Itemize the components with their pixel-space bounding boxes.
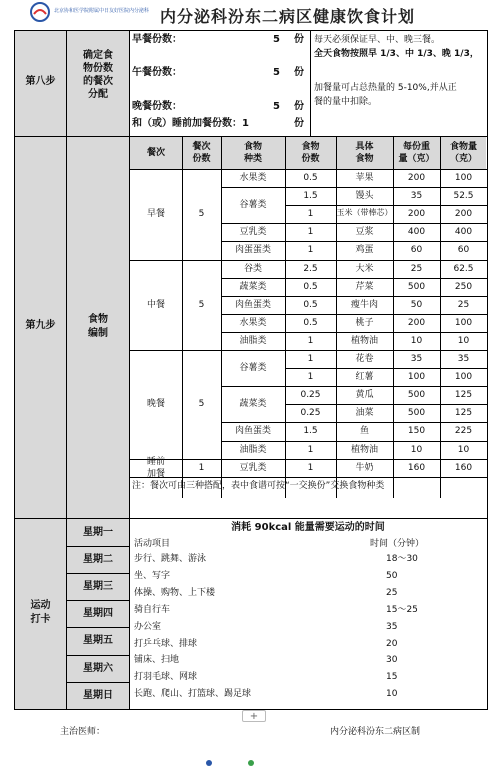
step8-label: 第八步: [25, 76, 56, 87]
food-cell-unit-weight: 35: [410, 191, 423, 201]
exercise-col-time: 时间（分钟）: [370, 539, 425, 549]
food-cell-count: 1: [307, 336, 314, 346]
day-checkbox[interactable]: 星期日: [83, 690, 113, 701]
food-cell-food: 红薯: [355, 372, 374, 382]
food-cell-type: 谷薯类: [239, 363, 267, 373]
grid-line: [285, 205, 487, 206]
food-column-header: 每份重: [402, 142, 430, 152]
exercise-activity: 办公室: [134, 622, 162, 632]
grid-line: [285, 368, 487, 369]
day-checkbox[interactable]: 星期三: [83, 581, 113, 592]
meal-portions: 5: [198, 300, 205, 310]
exercise-time: 18～30: [386, 554, 418, 564]
breakfast-portions-unit: 份: [294, 34, 304, 45]
food-cell-count: 1: [307, 463, 314, 473]
meal-portions: 1: [198, 463, 205, 473]
dinner-portions-unit: 份: [294, 101, 304, 112]
ward-label: 内分泌科汾东二病区制: [330, 727, 421, 737]
food-cell-food: 植物油: [350, 336, 378, 346]
food-cell-amount: 400: [454, 227, 473, 237]
food-column-header: 食物: [355, 154, 374, 164]
food-cell-type: 肉鱼蛋类: [234, 300, 271, 310]
exercise-time: 30: [386, 655, 398, 665]
lunch-portions-unit: 份: [294, 67, 304, 78]
meal-name: 加餐: [146, 469, 165, 479]
food-cell-count: 0.5: [303, 318, 318, 328]
food-cell-amount: 125: [454, 408, 473, 418]
food-column-header: 种类: [243, 154, 262, 164]
food-cell-food: 鸡蛋: [355, 245, 374, 255]
grid-line: [285, 404, 487, 405]
food-cell-amount: 10: [457, 336, 470, 346]
day-checkbox[interactable]: 星期二: [83, 554, 113, 565]
food-cell-unit-weight: 35: [410, 354, 423, 364]
food-cell-unit-weight: 50: [410, 300, 423, 310]
food-cell-amount: 125: [454, 390, 473, 400]
meal-portions: 5: [198, 209, 205, 219]
food-column-header: 餐次: [146, 148, 165, 158]
exercise-time: 15～25: [386, 605, 418, 615]
food-cell-count: 1: [307, 209, 314, 219]
food-cell-amount: 10: [457, 445, 470, 455]
add-page-button[interactable]: +: [242, 710, 266, 722]
food-cell-type: 豆乳类: [239, 227, 267, 237]
food-cell-unit-weight: 60: [410, 245, 423, 255]
food-cell-unit-weight: 10: [410, 336, 423, 346]
snack-portions-unit: 份: [294, 118, 304, 129]
food-cell-food: 油菜: [355, 408, 374, 418]
exercise-time: 35: [386, 622, 398, 632]
grid-line: [221, 241, 487, 242]
grid-line: [66, 546, 130, 547]
step9-heading-line: 食物: [88, 314, 108, 325]
step8-heading-line: 的餐次: [83, 76, 113, 87]
grid-line: [221, 296, 487, 297]
exercise-col-activity: 活动项目: [134, 539, 171, 549]
food-cell-amount: 100: [454, 173, 473, 183]
food-cell-food: 苹果: [355, 173, 374, 183]
food-cell-type: 水果类: [239, 173, 267, 183]
header: [0, 0, 500, 30]
exercise-activity: 打羽毛球、网球: [134, 672, 198, 682]
food-cell-unit-weight: 400: [407, 227, 426, 237]
food-cell-count: 0.5: [303, 282, 318, 292]
food-cell-type: 蔬菜类: [239, 282, 267, 292]
exercise-time: 15: [386, 672, 398, 682]
grid-line: [221, 332, 487, 333]
grid-line: [66, 627, 130, 628]
grid-line: [221, 422, 487, 423]
footer-badge-icon: [248, 760, 254, 766]
food-cell-food: 馒头: [355, 191, 374, 201]
food-cell-type: 谷类: [243, 264, 262, 274]
food-column-header: 餐次: [192, 142, 211, 152]
food-cell-amount: 60: [457, 245, 470, 255]
food-cell-unit-weight: 200: [407, 318, 426, 328]
exercise-activity: 铺床、扫地: [134, 655, 180, 665]
food-cell-amount: 35: [457, 354, 470, 364]
food-cell-type: 豆乳类: [239, 463, 267, 473]
exercise-time: 25: [386, 588, 398, 598]
food-column-header: 份数: [192, 154, 211, 164]
grid-line: [182, 137, 183, 498]
food-cell-unit-weight: 150: [407, 426, 426, 436]
food-column-header: 食物量: [449, 142, 477, 152]
food-cell-unit-weight: 200: [407, 173, 426, 183]
grid-line: [130, 169, 487, 170]
food-cell-food: 大米: [355, 264, 374, 274]
day-checkbox[interactable]: 星期六: [83, 663, 113, 674]
exercise-activity: 坐、写字: [134, 571, 171, 581]
food-cell-food: 黄瓜: [355, 390, 374, 400]
food-cell-amount: 52.5: [453, 191, 474, 201]
food-column-header: 份数: [301, 154, 320, 164]
lunch-portions-value: 5: [273, 67, 280, 78]
food-cell-count: 1.5: [303, 426, 318, 436]
grid-line: [66, 682, 130, 683]
step8-heading-line: 分配: [88, 89, 108, 100]
meal-name: 早餐: [146, 209, 165, 219]
food-column-header: 食物: [301, 142, 320, 152]
step9-heading-line: 编制: [88, 328, 108, 339]
food-column-header: 量（克）: [398, 154, 435, 164]
food-cell-amount: 100: [454, 372, 473, 382]
day-checkbox[interactable]: 星期一: [83, 527, 113, 538]
exercise-activity: 体操、购物、上下楼: [134, 588, 216, 598]
food-cell-food: 芹菜: [355, 282, 374, 292]
food-column-header: 具体: [355, 142, 374, 152]
meal-name: 睡前: [146, 457, 165, 467]
food-column-header: （克）: [449, 154, 477, 164]
grid-line: [66, 573, 130, 574]
step8-heading-line: 确定食: [83, 50, 113, 61]
food-cell-unit-weight: 500: [407, 408, 426, 418]
food-cell-food: 花卷: [355, 354, 374, 364]
food-cell-food: 桃子: [355, 318, 374, 328]
exercise-time: 10: [386, 689, 398, 699]
step8-note: 全天食物按照早 1/3、中 1/3、晚 1/3，: [314, 49, 479, 59]
food-cell-amount: 250: [454, 282, 473, 292]
food-cell-amount: 160: [454, 463, 473, 473]
food-cell-unit-weight: 500: [407, 282, 426, 292]
food-note: 注：餐次可由三种搭配，表中食谱可按“一交换份”交换食物种类: [132, 481, 385, 491]
food-cell-type: 水果类: [239, 318, 267, 328]
food-cell-type: 谷薯类: [239, 200, 267, 210]
breakfast-portions-label: 早餐份数：: [132, 34, 182, 45]
food-cell-amount: 200: [454, 209, 473, 219]
dinner-portions-label: 晚餐份数：: [132, 101, 182, 112]
doctor-label: 主治医师：: [60, 727, 106, 737]
day-checkbox[interactable]: 星期四: [83, 608, 113, 619]
page-title: 内分泌科汾东二病区健康饮食计划: [160, 7, 416, 26]
step8-note: 每天必须保证早、中、晚三餐。: [314, 35, 441, 45]
grid-line: [221, 386, 487, 387]
food-cell-count: 1: [307, 245, 314, 255]
food-cell-amount: 62.5: [453, 264, 474, 274]
food-cell-type: 肉鱼蛋类: [234, 426, 271, 436]
food-cell-amount: 25: [457, 300, 470, 310]
food-cell-count: 1: [307, 372, 314, 382]
grid-line: [221, 278, 487, 279]
step8-note: 餐的量中扣除。: [314, 97, 378, 107]
snack-portions-label: 和（或）睡前加餐份数：1: [132, 118, 249, 129]
exercise-time: 50: [386, 571, 398, 581]
day-checkbox[interactable]: 星期五: [83, 635, 113, 646]
grid-line: [221, 223, 487, 224]
grid-line: [221, 314, 487, 315]
exercise-label-line: 打卡: [30, 614, 51, 625]
food-cell-unit-weight: 500: [407, 390, 426, 400]
hospital-logo-icon: [30, 2, 50, 22]
grid-line: [66, 655, 130, 656]
grid-line: [130, 459, 487, 460]
food-cell-unit-weight: 10: [410, 445, 423, 455]
food-cell-amount: 225: [454, 426, 473, 436]
exercise-title: 消耗 90kcal 能量需要运动的时间: [231, 522, 385, 533]
breakfast-portions-value: 5: [273, 34, 280, 45]
food-cell-food: 鱼: [359, 426, 369, 436]
food-cell-count: 1.5: [303, 191, 318, 201]
footer-logo-icon: [206, 760, 212, 766]
grid-line: [130, 477, 487, 478]
dinner-portions-value: 5: [273, 101, 280, 112]
step8-heading-line: 物份数: [83, 63, 113, 74]
lunch-portions-label: 午餐份数：: [132, 67, 182, 78]
food-cell-type: 油脂类: [239, 445, 267, 455]
food-cell-count: 2.5: [303, 264, 318, 274]
exercise-activity: 步行、跳舞、游泳: [134, 554, 207, 564]
food-cell-count: 0.25: [300, 390, 321, 400]
food-cell-food: 瘦牛肉: [350, 300, 378, 310]
exercise-activity: 骑自行车: [134, 605, 171, 615]
grid-line: [221, 441, 487, 442]
food-cell-count: 0.5: [303, 300, 318, 310]
food-cell-type: 肉蛋蛋类: [234, 245, 271, 255]
food-cell-unit-weight: 100: [407, 372, 426, 382]
exercise-activity: 打乒乓球、排球: [134, 639, 198, 649]
step8-note: 加餐量可占总热量的 5-10%,并从正: [314, 83, 457, 93]
food-cell-count: 1: [307, 354, 314, 364]
food-cell-food: 植物油: [350, 445, 378, 455]
food-cell-type: 蔬菜类: [239, 399, 267, 409]
meal-name: 中餐: [146, 300, 165, 310]
food-cell-amount: 100: [454, 318, 473, 328]
grid-line: [130, 350, 487, 351]
food-cell-type: 油脂类: [239, 336, 267, 346]
food-cell-count: 0.5: [303, 173, 318, 183]
meal-portions: 5: [198, 399, 205, 409]
food-column-header: 食物: [243, 142, 262, 152]
food-cell-unit-weight: 200: [407, 209, 426, 219]
grid-line: [221, 187, 487, 188]
food-cell-food: 牛奶: [355, 463, 374, 473]
logo-text: 北京协和医学院附属中日友好医院内分泌科: [54, 8, 150, 14]
food-cell-food: 玉米（带棒芯）: [336, 208, 393, 217]
food-cell-count: 0.25: [300, 408, 321, 418]
step9-label: 第九步: [25, 320, 56, 331]
food-cell-count: 1: [307, 445, 314, 455]
food-cell-unit-weight: 160: [407, 463, 426, 473]
grid-line: [130, 260, 487, 261]
food-cell-food: 豆浆: [355, 227, 374, 237]
exercise-activity: 长跑、爬山、打篮球、踢足球: [134, 689, 252, 699]
exercise-label-line: 运动: [30, 600, 51, 611]
meal-name: 晚餐: [146, 399, 165, 409]
grid-line: [66, 600, 130, 601]
exercise-time: 20: [386, 639, 398, 649]
food-cell-unit-weight: 25: [410, 264, 423, 274]
food-cell-count: 1: [307, 227, 314, 237]
